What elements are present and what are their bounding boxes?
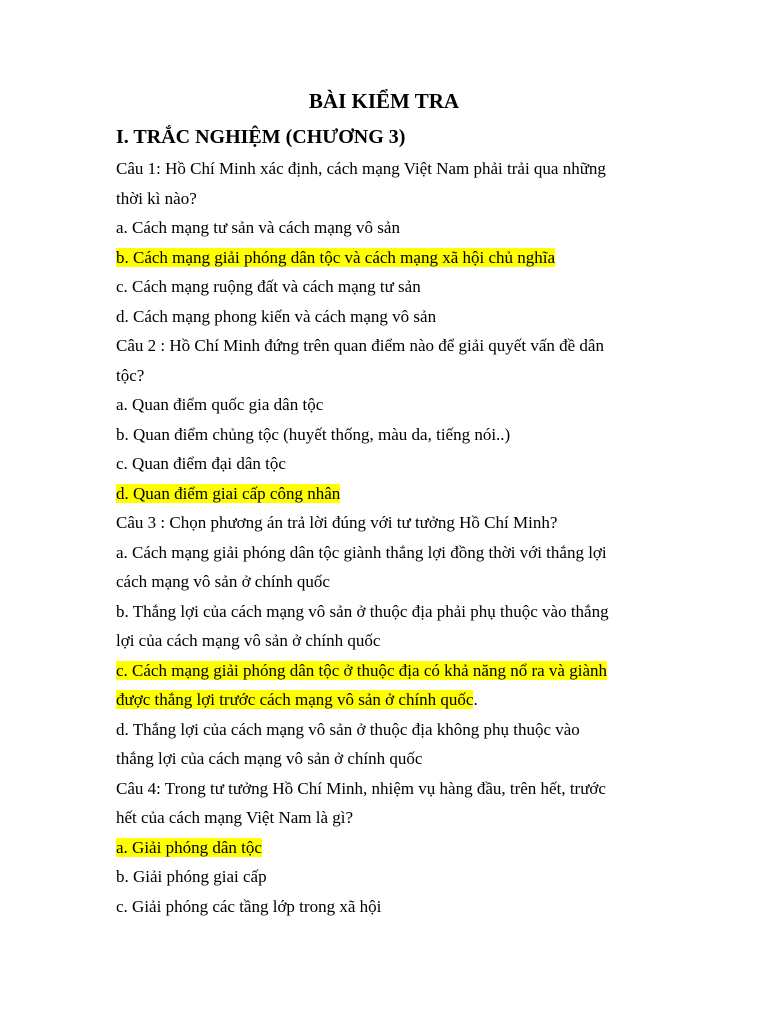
highlighted-answer-text: a. Giải phóng dân tộc	[116, 837, 262, 857]
option-text: cách mạng vô sản ở chính quốc	[116, 572, 330, 591]
question-3-option	[116, 538, 656, 568]
question-1-option	[116, 243, 656, 273]
question-2-text	[116, 361, 656, 391]
question-text-line: Câu 4: Trong tư tưởng Hồ Chí Minh, nhiệm vụ hàng đầu, trên hết, trước	[116, 778, 606, 798]
option-text: c. Cách mạng ruộng đất và cách mạng tư sản	[116, 277, 421, 296]
document-title: BÀI KIỂM TRA	[308, 89, 460, 113]
option-text: b. Quan điểm chủng tộc (huyết thống, màu da, tiếng nói..)	[116, 424, 511, 444]
option-text: b. Thắng lợi của cách mạng vô sản ở thuộc địa phải phụ thuộc vào thắng	[116, 601, 609, 621]
question-3-option	[116, 567, 656, 597]
option-text: d. Cách mạng phong kiến và cách mạng vô sản	[116, 306, 437, 326]
question-text-line: hết của cách mạng Việt Nam là gì?	[116, 808, 354, 827]
highlighted-answer-text: c. Cách mạng giải phóng dân tộc ở thuộc địa có khả năng nổ ra và giành	[116, 660, 607, 680]
question-text-line: tộc?	[116, 365, 145, 385]
question-3-option	[116, 744, 656, 774]
question-3-option	[116, 656, 656, 686]
option-text: a. Quan điểm quốc gia dân tộc	[116, 395, 324, 414]
question-1-option	[116, 302, 656, 332]
question-4-option	[116, 833, 656, 863]
question-3-text	[116, 508, 656, 538]
question-1-option	[116, 272, 656, 302]
question-4-text	[116, 774, 656, 804]
question-3-option	[116, 715, 656, 745]
option-text: lợi của cách mạng vô sản ở chính quốc	[116, 631, 381, 650]
question-1-option	[116, 213, 656, 243]
highlighted-answer-text: b. Cách mạng giải phóng dân tộc và cách mạng xã hội chủ nghĩa	[116, 247, 556, 267]
highlighted-answer-text: được thắng lợi trước cách mạng vô sản ở chính quốc	[116, 690, 474, 709]
highlighted-answer-text: d. Quan điểm giai cấp công nhân	[116, 483, 341, 503]
option-text: c. Quan điểm đại dân tộc	[116, 454, 286, 473]
question-text-line: thời kì nào?	[116, 188, 197, 208]
question-3-option	[116, 597, 656, 627]
option-text: c. Giải phóng các tầng lớp trong xã hội	[116, 896, 382, 916]
question-3-option	[116, 685, 656, 715]
question-2-option	[116, 449, 656, 479]
question-2-option	[116, 390, 656, 420]
question-4-text	[116, 803, 656, 833]
option-text: a. Cách mạng giải phóng dân tộc giành thắng lợi đồng thời với thắng lợi	[116, 542, 607, 562]
section-heading: I. TRẮC NGHIỆM (CHƯƠNG 3)	[116, 126, 406, 148]
option-text: d. Thắng lợi của cách mạng vô sản ở thuộc địa không phụ thuộc vào	[116, 719, 580, 739]
question-1-text	[116, 184, 656, 214]
option-text: a. Cách mạng tư sản và cách mạng vô sản	[116, 218, 400, 237]
question-text-line: Câu 2 : Hồ Chí Minh đứng trên quan điểm nào để giải quyết vấn đề dân	[116, 336, 604, 355]
option-text: b. Giải phóng giai cấp	[116, 867, 267, 886]
question-1-text	[116, 154, 656, 184]
question-text-line: Câu 3 : Chọn phương án trả lời đúng với tư tưởng Hồ Chí Minh?	[116, 513, 558, 532]
question-3-option	[116, 626, 656, 656]
question-2-text	[116, 331, 656, 361]
option-text: thắng lợi của cách mạng vô sản ở chính quốc	[116, 749, 423, 768]
question-text-line: Câu 1: Hồ Chí Minh xác định, cách mạng Việt Nam phải trải qua những	[116, 159, 606, 178]
question-2-option	[116, 479, 656, 509]
question-2-option	[116, 420, 656, 450]
trailing-punctuation: .	[473, 690, 478, 709]
question-4-option	[116, 892, 656, 922]
question-4-option	[116, 862, 656, 892]
document-body	[116, 154, 656, 921]
